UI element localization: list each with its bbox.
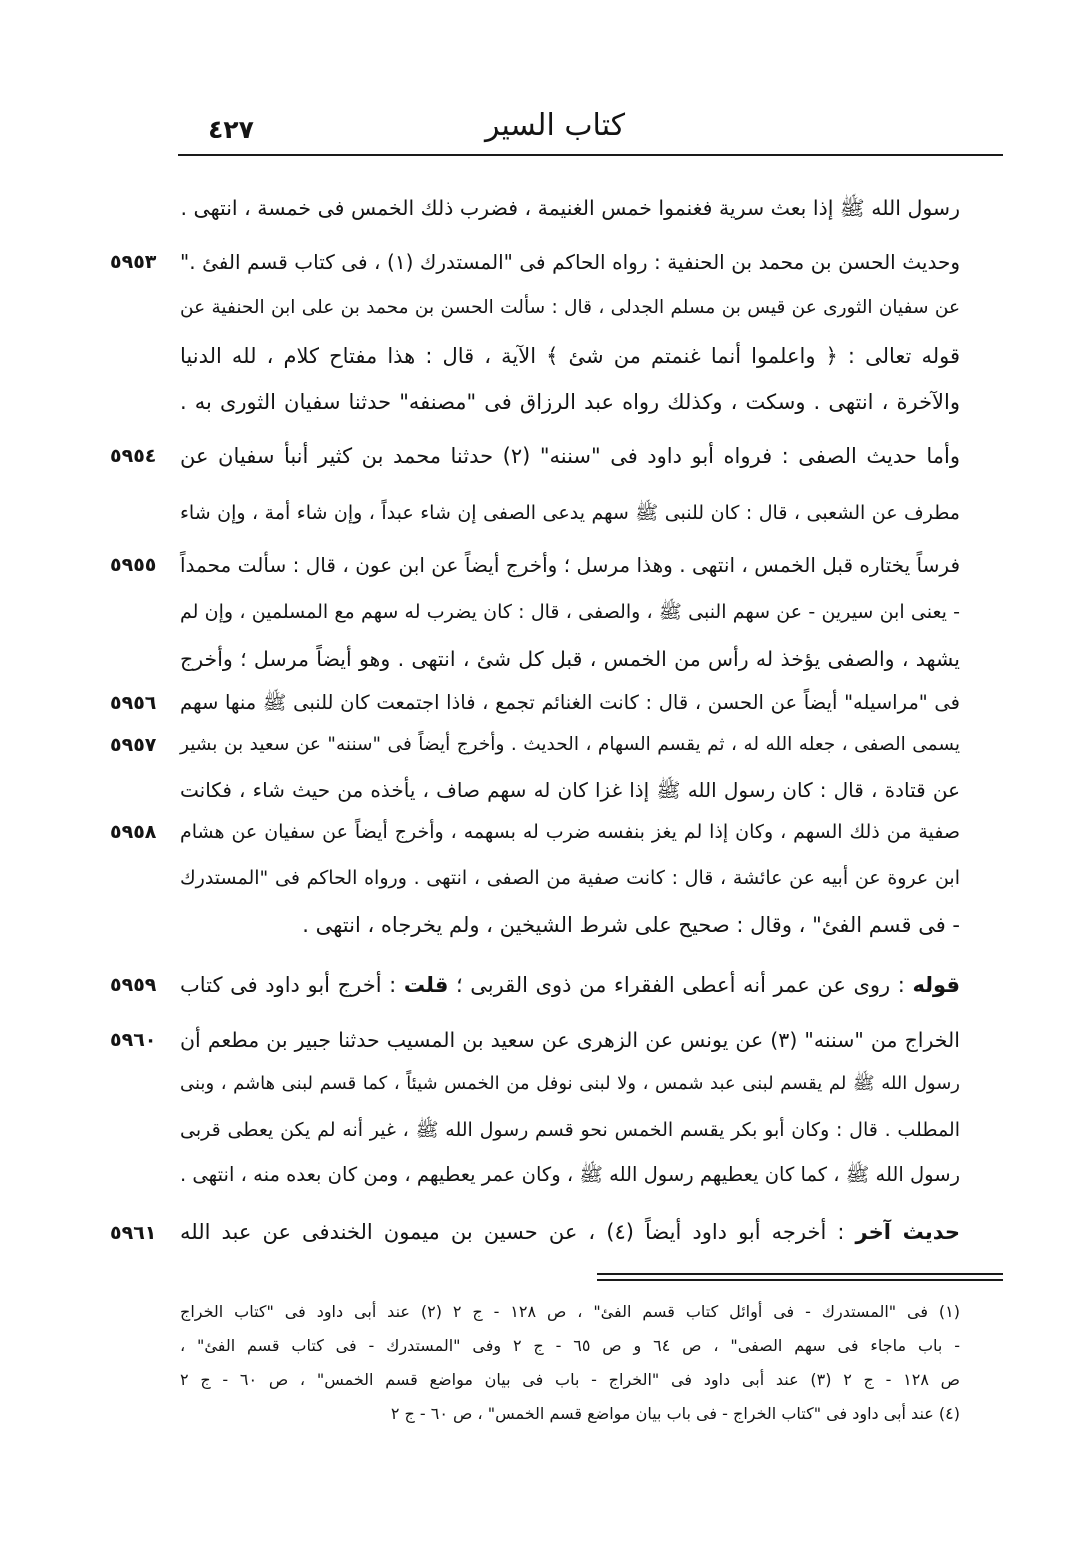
text-line: رسول الله ﷺ إذا بعث سرية فغنموا خمس الغنيمة ، فضرب ذلك الخمس فى خمسة ، انتهى . xyxy=(180,196,960,220)
text-line: وأما حديث الصفى : فرواه أبو داود فى "سننه" (٢) حدثنا محمد بن كثير أنبأ سفيان عن xyxy=(180,444,960,468)
footnote-line: ص ١٢٨ - ج ٢ (٣) عند أبى داود فى "الخراج - باب فى بيان مواضع قسم الخمس" ، ص ٦٠ - ج ٢ xyxy=(180,1370,961,1389)
text-line xyxy=(180,1217,960,1247)
text-segment: : روى عن عمر أنه أعطى الفقراء من ذوى القربى ؛ xyxy=(448,973,913,997)
text-line: يسمى الصفى ، جعله الله له ، ثم يقسم السهام ، الحديث . وأخرج أيضاً فى "سننه" عن سعيد بن بشير xyxy=(180,734,960,755)
text-segment: : أخرج أبو داود فى كتاب xyxy=(180,973,404,997)
margin-number: ٥٩٥٤ xyxy=(110,445,157,467)
bold-term: حديث آخر xyxy=(855,1220,960,1244)
text-line: مطرف عن الشعبى ، قال : كان للنبى ﷺ سهم يدعى الصفى إن شاء عبداً ، وإن شاء أمة ، وإن شاء xyxy=(180,502,960,524)
bold-term: قوله xyxy=(912,973,960,997)
text-line: - يعنى ابن سيرين - عن سهم النبى ﷺ ، والصفى ، قال : كان يضرب له سهم مع المسلمين ، وإن لم xyxy=(180,601,960,623)
text-line: رسول الله ﷺ ، كما كان يعطيهم رسول الله ﷺ ، وكان عمر يعطيهم ، ومن كان بعده منه ، انتهى . xyxy=(180,1163,960,1186)
text-segment: : أخرجه أبو داود أيضاً (٤) ، عن حسين بن ميمون الخندفى عن عبد الله xyxy=(180,1220,856,1244)
footnote-line: (١) فى "المستدرك - فى أوائل كتاب قسم الفئ" ، ص ١٢٨ - ج ٢ (٢) عند أبى داود فى "كتاب الخراج xyxy=(180,1302,961,1321)
bold-term: قلت xyxy=(403,973,449,997)
text-line: يشهد ، والصفى يؤخذ له رأس من الخمس ، قبل كل شئ ، انتهى . وهو أيضاً مرسل ؛ وأخرج xyxy=(180,647,960,671)
text-line: فى "مراسيله" أيضاً عن الحسن ، قال : كانت الغنائم تجمع ، فاذا اجتمعت كان للنبى ﷺ منها سهم xyxy=(180,691,960,714)
margin-number: ٥٩٥٦ xyxy=(110,692,157,714)
margin-number: ٥٩٥٨ xyxy=(110,821,157,843)
margin-number: ٥٩٥٣ xyxy=(110,251,157,273)
page-title: كتاب السير xyxy=(484,108,626,143)
text-line: عن سفيان الثورى عن قيس بن مسلم الجدلى ، قال : سألت الحسن بن محمد بن على ابن الحنفية عن xyxy=(180,297,960,318)
text-line xyxy=(180,970,960,1000)
text-line: - فى قسم الفئ" ، وقال : صحيح على شرط الشيخين ، ولم يخرجاه ، انتهى . xyxy=(302,913,960,937)
text-line: عن قتادة ، قال : كان رسول الله ﷺ إذا غزا كان له سهم صاف ، يأخذه من حيث شاء ، فكانت xyxy=(180,778,960,802)
margin-number: ٥٩٦٠ xyxy=(110,1029,157,1051)
margin-number: ٥٩٥٧ xyxy=(110,734,157,756)
text-line: والآخرة ، انتهى . وسكت ، وكذلك رواه عبد الرزاق فى "مصنفه" حدثنا سفيان الثورى به . xyxy=(180,390,960,414)
margin-number: ٥٩٦١ xyxy=(110,1222,157,1244)
page-number: ٤٢٧ xyxy=(208,115,254,144)
text-line: صفية من ذلك السهم ، وكان إذا لم يغز بنفسه ضرب له بسهمه ، وأخرج أيضاً عن سفيان عن هشام xyxy=(180,821,960,843)
footnote-rule xyxy=(597,1273,1003,1275)
text-line: رسول الله ﷺ لم يقسم لبنى عبد شمس ، ولا لبنى نوفل من الخمس شيئاً ، كما قسم لبنى هاشم ، وبنى xyxy=(180,1073,960,1094)
text-line: الخراج من "سننه" (٣) عن يونس عن الزهرى عن سعيد بن المسيب حدثنا جبير بن مطعم أن xyxy=(180,1028,960,1052)
footnote-line: - باب ماجاء فى سهم الصفى" ، ص ٦٤ و ص ٦٥ - ج ٢ وفى "المستدرك - فى كتاب قسم الفئ" ، xyxy=(180,1336,961,1355)
text-line: ابن عروة عن أبيه عن عائشة ، قال : كانت صفية من الصفى ، انتهى . ورواه الحاكم فى "المستدرك xyxy=(180,867,960,889)
text-line: فرساً يختاره قبل الخمس ، انتهى . وهذا مرسل ؛ وأخرج أيضاً عن ابن عون ، قال : سألت محمداً xyxy=(180,553,960,577)
text-line: وحديث الحسن بن محمد بن الحنفية : رواه الحاكم فى "المستدرك (١) ، فى كتاب قسم الفئ ." xyxy=(180,250,960,274)
header-rule xyxy=(178,154,1003,156)
margin-number: ٥٩٥٩ xyxy=(110,974,157,996)
margin-number: ٥٩٥٥ xyxy=(110,554,157,576)
text-line: قوله تعالى : ﴿ واعلموا أنما غنمتم من شئ ﴾ الآية ، قال : هذا مفتاح كلام ، لله الدنيا xyxy=(180,344,960,368)
footnote-line: (٤) عند أبى داود فى "كتاب الخراج - فى باب بيان مواضع قسم الخمس" ، ص ٦٠ - ج ٢ xyxy=(390,1404,960,1423)
text-line: المطلب . قال : وكان أبو بكر يقسم الخمس نحو قسم رسول الله ﷺ ، غير أنه لم يكن يعطى قربى xyxy=(180,1119,960,1141)
footnote-rule xyxy=(597,1279,1003,1281)
